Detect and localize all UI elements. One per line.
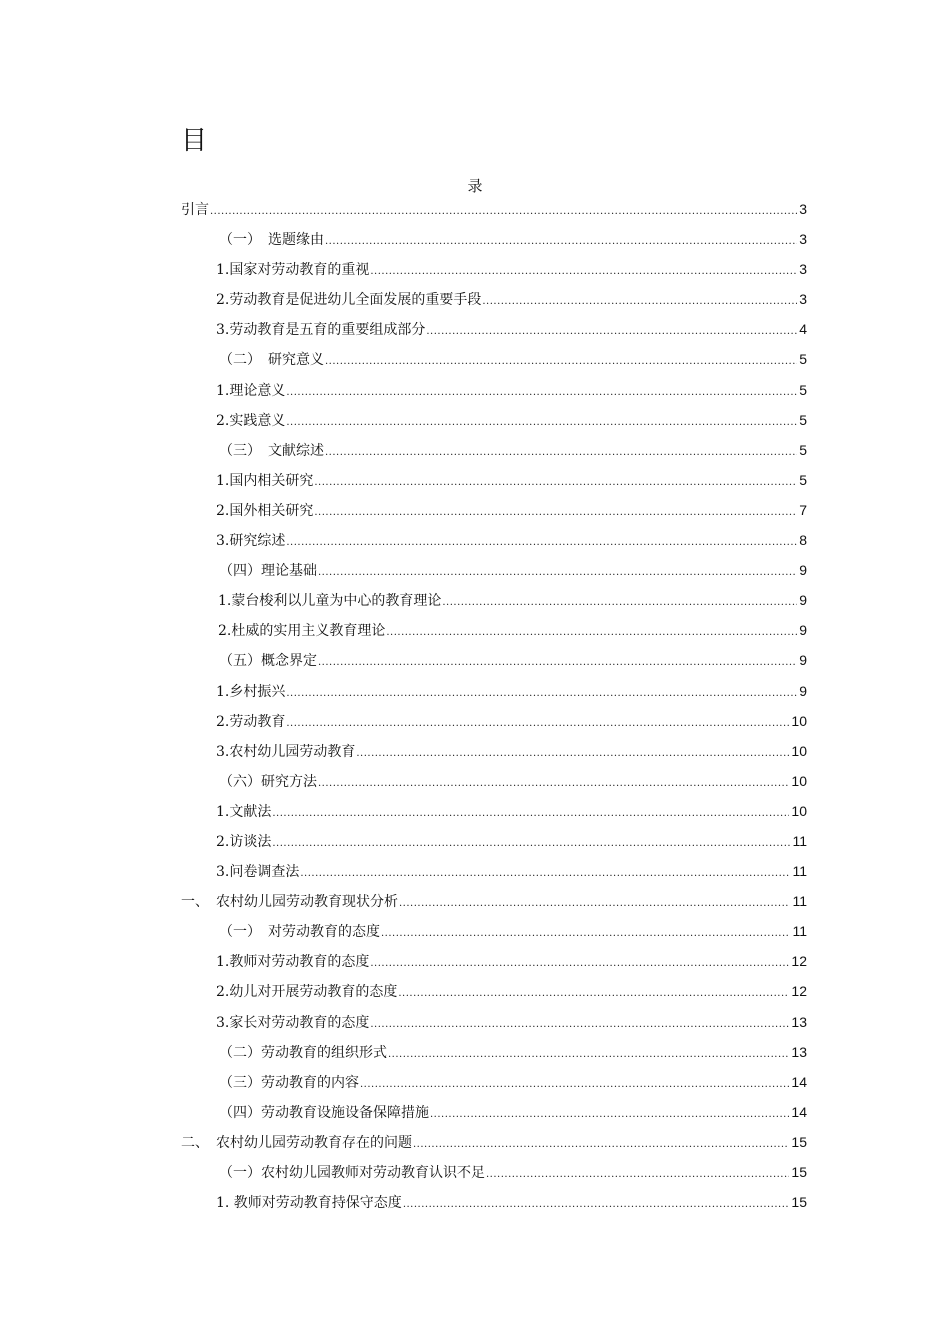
toc-entry[interactable] bbox=[181, 529, 807, 559]
toc-entry-page-number: 3 bbox=[799, 261, 807, 278]
toc-dot-leader bbox=[486, 1164, 789, 1186]
toc-entry-page-number: 3 bbox=[799, 201, 807, 217]
toc-entry[interactable] bbox=[181, 288, 807, 318]
toc-entry-page-number: 13 bbox=[791, 1043, 807, 1060]
toc-dot-leader bbox=[370, 953, 789, 975]
toc-entry-page-number: 9 bbox=[799, 652, 807, 669]
toc-entry[interactable] bbox=[181, 589, 807, 619]
toc-entry-page-number: 15 bbox=[791, 1164, 807, 1180]
toc-dot-leader bbox=[318, 562, 797, 584]
toc-dot-leader bbox=[286, 683, 797, 705]
toc-entry[interactable] bbox=[181, 318, 807, 348]
toc-dot-leader bbox=[399, 893, 790, 915]
toc-entry[interactable] bbox=[181, 1131, 807, 1161]
toc-dot-leader bbox=[413, 1134, 789, 1156]
toc-dot-leader bbox=[272, 803, 789, 825]
toc-entry-title: 1.理论意义 bbox=[216, 382, 286, 399]
toc-dot-leader bbox=[300, 863, 790, 885]
toc-entry-title: 引言 bbox=[181, 202, 209, 218]
toc-dot-leader bbox=[430, 1104, 789, 1126]
toc-entry[interactable] bbox=[181, 680, 807, 710]
toc-entry-title: （一） 对劳动教育的态度 bbox=[219, 924, 380, 941]
toc-entry-page-number: 9 bbox=[799, 622, 807, 639]
toc-entry[interactable] bbox=[181, 619, 807, 649]
toc-entry-title: （一） 选题缘由 bbox=[219, 232, 324, 249]
toc-entry[interactable] bbox=[181, 1191, 807, 1221]
toc-dot-leader bbox=[386, 622, 797, 644]
toc-entry[interactable] bbox=[181, 710, 807, 740]
toc-entry-page-number: 13 bbox=[791, 1013, 807, 1030]
toc-dot-leader bbox=[356, 743, 789, 765]
toc-entry[interactable] bbox=[181, 379, 807, 409]
toc-entry-title: 1. 教师对劳动教育持保守态度 bbox=[216, 1195, 402, 1212]
toc-entry-title: 2.杜威的实用主义教育理论 bbox=[218, 623, 386, 640]
toc-entry[interactable] bbox=[181, 559, 807, 589]
toc-entry-title: 2.劳动教育是促进幼儿全面发展的重要手段 bbox=[216, 292, 482, 309]
toc-dot-leader bbox=[381, 923, 790, 945]
toc-entry-title: 2.幼儿对开展劳动教育的态度 bbox=[216, 984, 398, 1001]
toc-entry-title: 2.实践意义 bbox=[216, 412, 286, 429]
toc-dot-leader bbox=[286, 532, 797, 554]
toc-entry[interactable] bbox=[181, 830, 807, 860]
toc-title-sub: 录 bbox=[467, 177, 483, 195]
toc-entry-title: （二）劳动教育的组织形式 bbox=[219, 1044, 387, 1061]
toc-entry[interactable] bbox=[181, 920, 807, 950]
toc-entry-title: 2.国外相关研究 bbox=[216, 502, 314, 519]
toc-dot-leader bbox=[286, 713, 789, 735]
toc-entry-title: （一）农村幼儿园教师对劳动教育认识不足 bbox=[219, 1165, 485, 1181]
toc-entry-page-number: 5 bbox=[799, 441, 807, 458]
toc-entry[interactable] bbox=[181, 228, 807, 258]
toc-entry[interactable] bbox=[181, 348, 807, 378]
toc-dot-leader bbox=[388, 1044, 789, 1066]
toc-dot-leader bbox=[442, 592, 797, 614]
toc-entry-page-number: 9 bbox=[799, 592, 807, 609]
toc-dot-leader bbox=[286, 412, 797, 434]
toc-dot-leader bbox=[370, 261, 797, 283]
toc-entry-page-number: 5 bbox=[799, 381, 807, 398]
toc-entry-page-number: 11 bbox=[792, 923, 807, 940]
toc-entry-page-number: 3 bbox=[799, 231, 807, 248]
toc-entry-page-number: 10 bbox=[791, 742, 807, 759]
toc-entry-title: （三） 文献综述 bbox=[219, 442, 324, 459]
toc-entry-page-number: 10 bbox=[791, 712, 807, 729]
toc-entry[interactable] bbox=[181, 740, 807, 770]
toc-entry-page-number: 9 bbox=[799, 682, 807, 699]
toc-title-main: 目 bbox=[181, 126, 208, 156]
toc-entry-page-number: 14 bbox=[791, 1073, 807, 1090]
toc-dot-leader bbox=[318, 773, 789, 795]
toc-entry[interactable] bbox=[181, 1161, 807, 1191]
toc-entry-page-number: 14 bbox=[791, 1103, 807, 1120]
toc-entry-page-number: 3 bbox=[799, 291, 807, 308]
toc-dot-leader bbox=[370, 1014, 789, 1036]
toc-entry-title: 1.国家对劳动教育的重视 bbox=[216, 262, 370, 279]
toc-entry-title: 2.劳动教育 bbox=[216, 713, 286, 730]
toc-entry[interactable] bbox=[181, 1101, 807, 1131]
toc-entry[interactable] bbox=[181, 649, 807, 679]
toc-dot-leader bbox=[286, 382, 797, 404]
toc-entry-page-number: 9 bbox=[799, 562, 807, 579]
toc-dot-leader bbox=[426, 321, 797, 343]
toc-dot-leader bbox=[325, 231, 797, 253]
toc-entry-title: （四）理论基础 bbox=[219, 563, 317, 580]
toc-entry-page-number: 10 bbox=[791, 772, 807, 789]
toc-entry-page-number: 5 bbox=[799, 411, 807, 428]
toc-entry-page-number: 12 bbox=[791, 953, 807, 970]
toc-entry-title: 1.教师对劳动教育的态度 bbox=[216, 954, 370, 971]
toc-dot-leader bbox=[325, 442, 797, 464]
toc-entry-page-number: 4 bbox=[799, 321, 807, 338]
toc-entry[interactable] bbox=[181, 258, 807, 288]
toc-entry[interactable] bbox=[181, 439, 807, 469]
toc-entry-title: 3.家长对劳动教育的态度 bbox=[216, 1014, 370, 1031]
toc-entry-title: （六）研究方法 bbox=[219, 773, 317, 790]
toc-entry-title: 3.问卷调查法 bbox=[216, 864, 300, 881]
toc-dot-leader bbox=[482, 291, 797, 313]
toc-entry-page-number: 5 bbox=[799, 351, 807, 368]
toc-entry-page-number: 15 bbox=[791, 1133, 807, 1150]
toc-entry[interactable] bbox=[181, 1071, 807, 1101]
toc-entry-page-number: 8 bbox=[799, 532, 807, 549]
toc-entry-title: 1.国内相关研究 bbox=[216, 472, 314, 489]
toc-entry-title: 1.蒙台梭利以儿童为中心的教育理论 bbox=[218, 593, 442, 610]
toc-entry[interactable] bbox=[181, 800, 807, 830]
toc-dot-leader bbox=[314, 502, 797, 524]
toc-dot-leader bbox=[360, 1074, 789, 1096]
toc-entry[interactable] bbox=[181, 980, 807, 1010]
toc-entry-title: 二、 农村幼儿园劳动教育存在的问题 bbox=[181, 1134, 412, 1151]
toc-entry-page-number: 15 bbox=[791, 1194, 807, 1211]
toc-entry[interactable] bbox=[181, 860, 807, 890]
toc-entry[interactable] bbox=[181, 409, 807, 439]
toc-entry-page-number: 11 bbox=[792, 863, 807, 880]
toc-entry-title: 3.劳动教育是五育的重要组成部分 bbox=[216, 322, 426, 339]
toc-entry-title: （四）劳动教育设施设备保障措施 bbox=[219, 1104, 429, 1121]
toc-entry-title: 3.农村幼儿园劳动教育 bbox=[216, 743, 356, 760]
toc-dot-leader bbox=[325, 351, 797, 373]
toc-dot-leader bbox=[398, 983, 789, 1005]
toc-entry[interactable] bbox=[181, 469, 807, 499]
toc-entry[interactable] bbox=[181, 198, 807, 228]
toc-entry-page-number: 12 bbox=[791, 983, 807, 1000]
toc-entry-title: 1.文献法 bbox=[216, 803, 272, 820]
toc-entry[interactable] bbox=[181, 890, 807, 920]
toc-entry[interactable] bbox=[181, 1041, 807, 1071]
toc-entry-title: 一、 农村幼儿园劳动教育现状分析 bbox=[181, 894, 398, 911]
toc-entry-page-number: 7 bbox=[799, 501, 807, 518]
toc-entry-title: （二） 研究意义 bbox=[219, 352, 324, 369]
toc-entry[interactable] bbox=[181, 1011, 807, 1041]
toc-entry[interactable] bbox=[181, 499, 807, 529]
toc-entry[interactable] bbox=[181, 950, 807, 980]
toc-entry-title: （三）劳动教育的内容 bbox=[219, 1074, 359, 1091]
toc-entry-page-number: 11 bbox=[792, 893, 807, 910]
toc-dot-leader bbox=[318, 652, 797, 674]
toc-entry-title: 1.乡村振兴 bbox=[216, 683, 286, 700]
toc-entry[interactable] bbox=[181, 770, 807, 800]
toc-entry-page-number: 11 bbox=[792, 832, 807, 849]
toc-dot-leader bbox=[314, 472, 797, 494]
toc-entry-title: 2.访谈法 bbox=[216, 833, 272, 850]
table-of-contents bbox=[181, 198, 807, 1221]
toc-dot-leader bbox=[210, 201, 797, 223]
toc-entry-title: （五）概念界定 bbox=[219, 653, 317, 670]
toc-dot-leader bbox=[403, 1194, 790, 1216]
toc-dot-leader bbox=[272, 833, 790, 855]
toc-entry-title: 3.研究综述 bbox=[216, 533, 286, 550]
toc-entry-page-number: 10 bbox=[791, 802, 807, 819]
toc-entry-page-number: 5 bbox=[799, 471, 807, 488]
